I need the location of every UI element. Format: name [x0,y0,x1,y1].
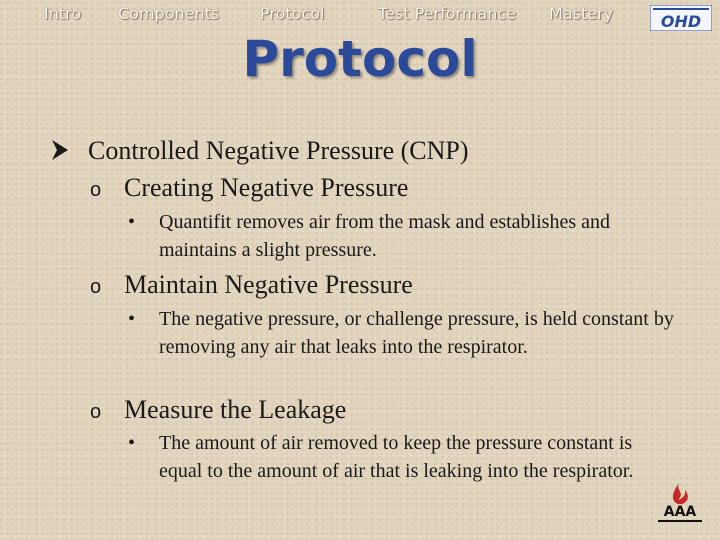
dot-bullet-icon: • [128,432,136,454]
section-title: o Maintain Negative Pressure [90,270,413,299]
top-nav [0,4,720,26]
circle-bullet-icon: o [90,401,102,423]
ohd-logo [650,5,712,31]
dot-bullet-icon: • [128,211,136,233]
main-heading-text: Controlled Negative Pressure (CNP) [88,136,469,165]
circle-bullet-icon: o [90,276,102,298]
nav-item-test-performance[interactable]: Test Performance [378,4,516,23]
aaa-logo-text: AAA [663,504,697,520]
dot-bullet-icon: • [128,308,136,330]
nav-item-protocol[interactable]: Protocol [260,4,325,23]
circle-bullet-icon: o [90,179,102,201]
section-title: o Creating Negative Pressure [90,173,409,202]
section-title: o Measure the Leakage [90,395,347,424]
page-title: Protocol [242,30,478,88]
arrow-bullet-icon [50,138,70,162]
nav-item-intro[interactable]: Intro [44,4,82,23]
ohd-logo-text: OHD [660,12,702,31]
aaa-logo [652,480,708,526]
nav-item-mastery[interactable]: Mastery [549,4,614,23]
nav-item-components[interactable]: Components [118,4,220,23]
